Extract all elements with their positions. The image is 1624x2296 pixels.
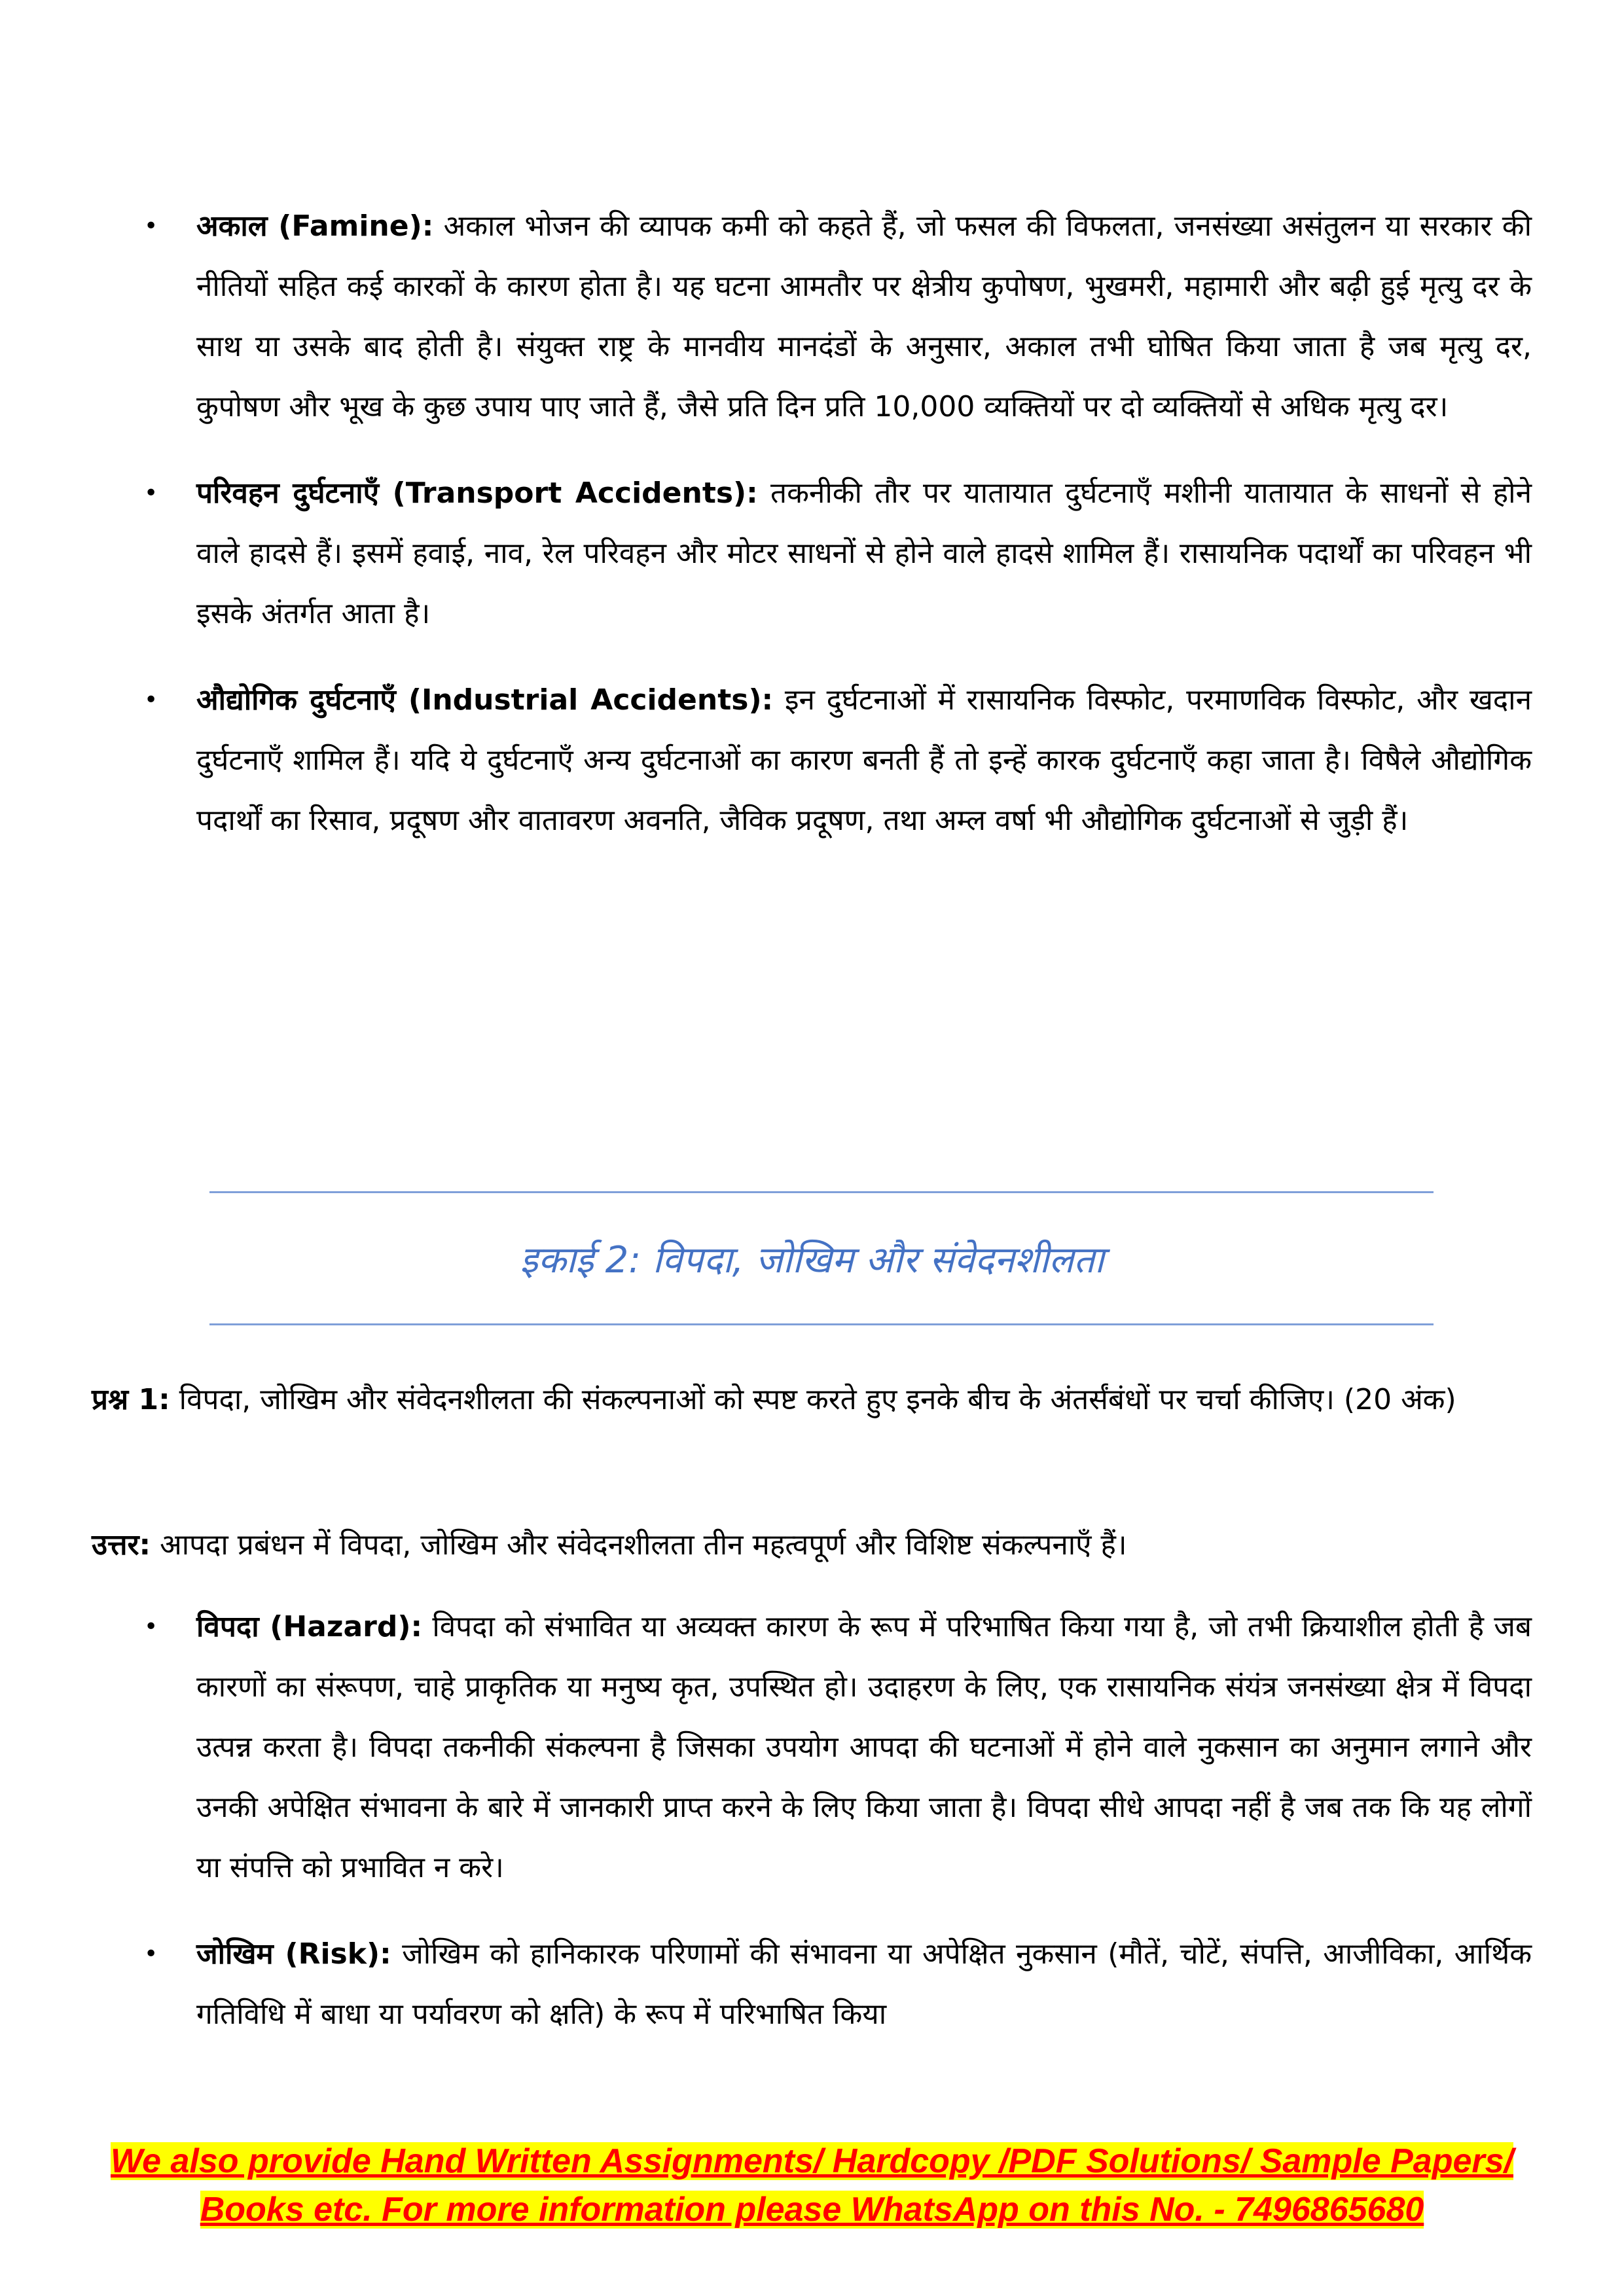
top-content <box>92 196 1532 877</box>
text-famine: अकाल भोजन की व्यापक कमी को कहते हैं, जो फसल की विफलता, जनसंख्या असंतुलन या सरकार की नीतियों सहित कई कारकों के कारण होता है। यह घटना आमतौर पर क्षेत्रीय कुपोषण, भुखमरी, महामारी और बढ़ी हुई मृत्यु दर के साथ या उसके बाद होती है। संयुक्त राष्ट्र के मानवीय मानदंडों के अनुसार, अकाल तभी घोषित किया जाता है जब मृत्यु दर, कुपोषण और भूख के कुछ उपाय पाए जाते हैं, जैसे प्रति दिन प्रति 10,000 व्यक्तियों पर दो व्यक्तियों से अधिक मृत्यु दर। <box>196 209 1532 423</box>
list-item-risk <box>92 1924 1532 2045</box>
footer-line-2-text: Books etc. For more information please WhatsApp on this No. - 7496865680 <box>200 2191 1424 2229</box>
bottom-bullet-list <box>92 1597 1532 2045</box>
answer-text: आपदा प्रबंधन में विपदा, जोखिम और संवेदनशीलता तीन महत्वपूर्ण और विशिष्ट संकल्पनाएँ हैं। <box>151 1528 1127 1562</box>
list-item-hazard <box>92 1597 1532 1898</box>
answer-label: उत्तर: <box>92 1528 151 1562</box>
section-rule-bottom <box>209 1323 1434 1325</box>
list-item-transport-accidents <box>92 463 1532 644</box>
question-label: प्रश्न 1: <box>92 1383 170 1416</box>
text-risk: जोखिम को हानिकारक परिणामों की संभावना या अपेक्षित नुकसान (मौतें, चोटें, संपत्ति, आजीविका, आर्थिक गतिविधि में बाधा या पर्यावरण को क्षति) के रूप में परिभाषित किया <box>196 1937 1532 2031</box>
term-risk: जोखिम (Risk): <box>196 1937 391 1971</box>
list-item-famine <box>92 196 1532 437</box>
term-industrial-accidents: औद्योगिक दुर्घटनाएँ (Industrial Accidents): <box>196 683 774 717</box>
bottom-content <box>92 1597 1532 2071</box>
question-paragraph <box>92 1370 1532 1430</box>
footer-promo <box>0 2137 1624 2234</box>
term-famine: अकाल (Famine): <box>196 209 434 243</box>
term-hazard: विपदा (Hazard): <box>196 1610 423 1643</box>
term-transport-accidents: परिवहन दुर्घटनाएँ (Transport Accidents): <box>196 476 758 510</box>
footer-line-2 <box>0 2185 1624 2234</box>
text-transport-accidents: तकनीकी तौर पर यातायात दुर्घटनाएँ मशीनी यातायात के साधनों से होने वाले हादसे हैं। इसमें हवाई, नाव, रेल परिवहन और मोटर साधनों से होने वाले हादसे शामिल हैं। रासायनिक पदार्थों का परिवहन भी इसके अंतर्गत आता है। <box>196 476 1532 630</box>
section-rule-top <box>209 1191 1434 1193</box>
list-item-industrial-accidents <box>92 670 1532 851</box>
section-heading: इकाई 2: विपदा, जोखिम और संवेदनशीलता <box>520 1239 1104 1282</box>
top-bullet-list <box>92 196 1532 851</box>
text-hazard: विपदा को संभावित या अव्यक्त कारण के रूप में परिभाषित किया गया है, जो तभी क्रियाशील होती है जब कारणों का संरूपण, चाहे प्राकृतिक या मनुष्य कृत, उपस्थित हो। उदाहरण के लिए, एक रासायनिक संयंत्र जनसंख्या क्षेत्र में विपदा उत्पन्न करता है। विपदा तकनीकी संकल्पना है जिसका उपयोग आपदा की घटनाओं में होने वाले नुकसान का अनुमान लगाने और उनकी अपेक्षित संभावना के बारे में जानकारी प्राप्त करने के लिए किया जाता है। विपदा सीधे आपदा नहीं है जब तक कि यह लोगों या संपत्ति को प्रभावित न करे। <box>196 1610 1532 1884</box>
footer-line-1-text: We also provide Hand Written Assignments/ Hardcopy /PDF Solutions/ Sample Papers/ <box>110 2142 1514 2180</box>
text-industrial-accidents: इन दुर्घटनाओं में रासायनिक विस्फोट, परमाणविक विस्फोट, और खदान दुर्घटनाएँ शामिल हैं। यदि ये दुर्घटनाएँ अन्य दुर्घटनाओं का कारण बनती हैं तो इन्हें कारक दुर्घटनाएँ कहा जाता है। विषैले औद्योगिक पदार्थों का रिसाव, प्रदूषण और वातावरण अवनति, जैविक प्रदूषण, तथा अम्ल वर्षा भी औद्योगिक दुर्घटनाओं से जुड़ी हैं। <box>196 683 1532 837</box>
question-text: विपदा, जोखिम और संवेदनशीलता की संकल्पनाओं को स्पष्ट करते हुए इनके बीच के अंतर्संबंधों पर चर्चा कीजिए। (20 अंक) <box>170 1383 1456 1416</box>
answer-paragraph <box>92 1515 1532 1575</box>
footer-line-1 <box>0 2137 1624 2185</box>
